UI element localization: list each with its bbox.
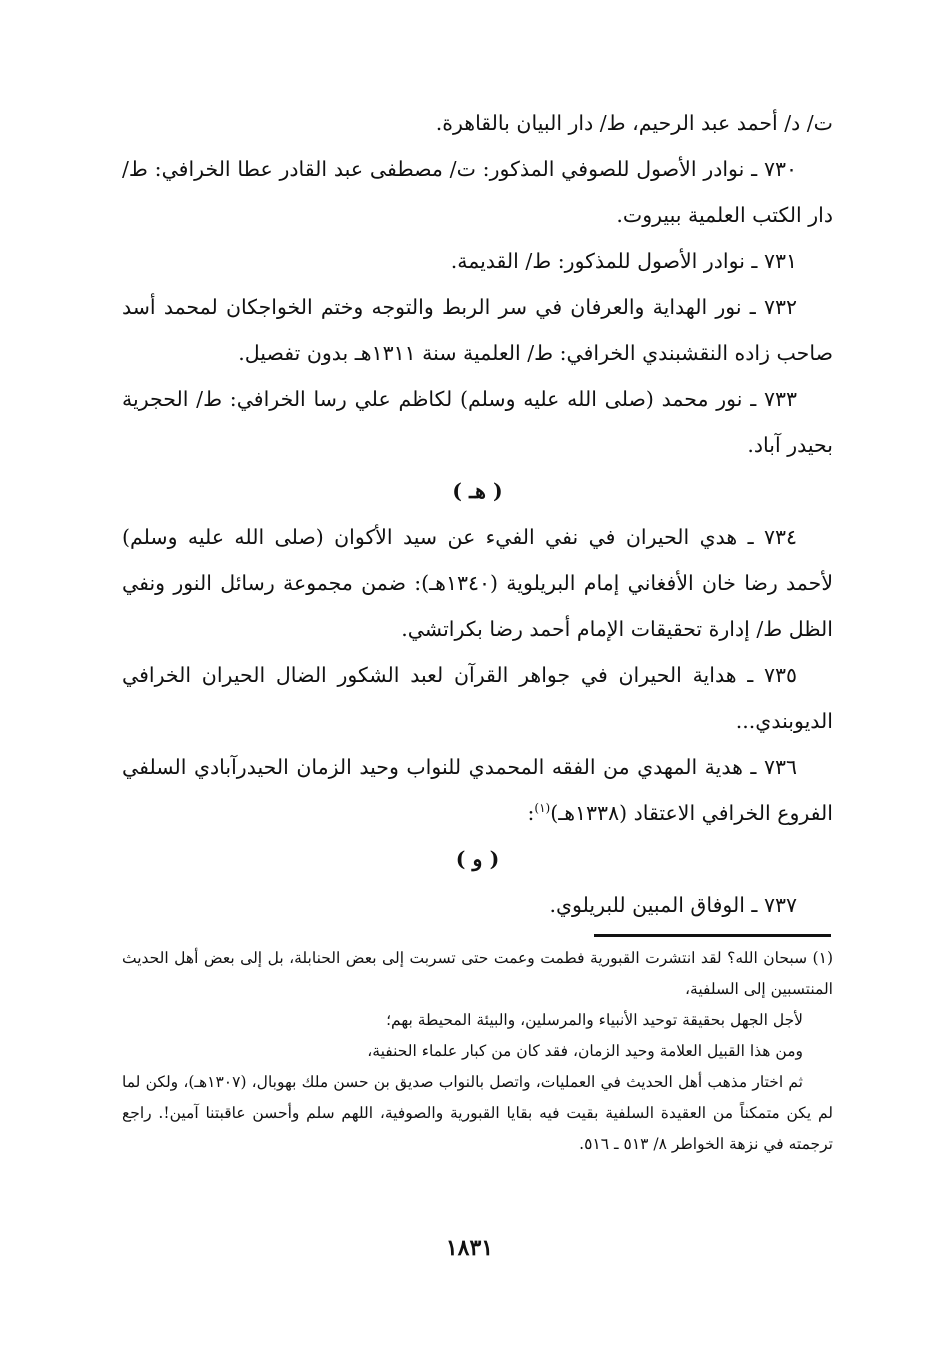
page-number: ١٨٣١ <box>445 1235 494 1261</box>
section-heading-ha: ( هـ ) <box>452 479 503 503</box>
entry-733: ٧٣٣ ـ نور محمد (صلى الله عليه وسلم) لكاظم علي رسا الخرافي: ط/ الحجرية بحيدر آباد. <box>122 387 833 457</box>
entry-736-text: ٧٣٦ ـ هدية المهدي من الفقه المحمدي للنواب وحيد الزمان الحيدرآبادي السلفي الفروع الخرافي الاعتقاد (١٣٣٨هـ) <box>122 755 833 825</box>
footnote-1-line-4: ثم اختار مذهب أهل الحديث في العمليات، واتصل بالنواب صديق بن حسن ملك بهوبال، (١٣٠٧هـ)، ولكن لما لم يكن متمكناً من العقيدة السلفية بقيت فيه بقايا القبورية والصوفية، اللهم سلم وأحسن عاقبتنا آمين!. راجع ترجمته في نزهة الخواطر ٨/ ٥١٣ ـ ٥١٦. <box>122 1073 833 1153</box>
main-text <box>122 100 833 928</box>
entry-736-end: : <box>527 801 535 825</box>
footnote-reference: (١) <box>534 801 551 816</box>
footnote-separator <box>594 934 831 937</box>
entry-734: ٧٣٤ ـ هدي الحيران في نفي الفيء عن سيد الأكوان (صلى الله عليه وسلم) لأحمد رضا خان الأفغاني إمام البريلوية (١٣٤٠هـ): ضمن مجموعة رسائل النور ونفي الظل ط/ إدارة تحقيقات الإمام أحمد رضا بكراتشي. <box>122 525 834 641</box>
entry-737: ٧٣٧ ـ الوفاق المبين للبريلوي. <box>549 893 797 917</box>
entry-730: ٧٣٠ ـ نوادر الأصول للصوفي المذكور: ت/ مصطفى عبد القادر عطا الخرافي: ط/ دار الكتب العلمية ببيروت. <box>122 157 833 227</box>
entry-736 <box>122 744 833 836</box>
entry-735: ٧٣٥ ـ هداية الحيران في جواهر القرآن لعبد الشكور الضال الحيران الخرافي الديوبندي... <box>122 663 833 733</box>
footnotes <box>122 943 833 1160</box>
section-heading-waw: ( و ) <box>455 847 500 871</box>
continuation-line: ت/ د/ أحمد عبد الرحيم، ط/ دار البيان بالقاهرة. <box>435 111 833 135</box>
footnote-1-line-2: لأجل الجهل بحقيقة توحيد الأنبياء والمرسلين، والبيئة المحيطة بهم؛ <box>386 1011 803 1029</box>
entry-731: ٧٣١ ـ نوادر الأصول للمذكور: ط/ القديمة. <box>450 249 797 273</box>
entry-732: ٧٣٢ ـ نور الهداية والعرفان في سر الربط والتوجه وختم الخواجكان لمحمد أسد صاحب زاده النقشبندي الخرافي: ط/ العلمية سنة ١٣١١هـ بدون تفصيل. <box>122 295 833 365</box>
footnote-1-line-3: ومن هذا القبيل العلامة وحيد الزمان، فقد كان من كبار علماء الحنفية، <box>367 1042 803 1060</box>
footnote-1-line-1: (١) سبحان الله؟ لقد انتشرت القبورية فطمت وعمت حتى تسربت إلى بعض الحنابلة، بل إلى بعض أهل الحديث المنتسبين إلى السلفية، <box>122 949 833 998</box>
